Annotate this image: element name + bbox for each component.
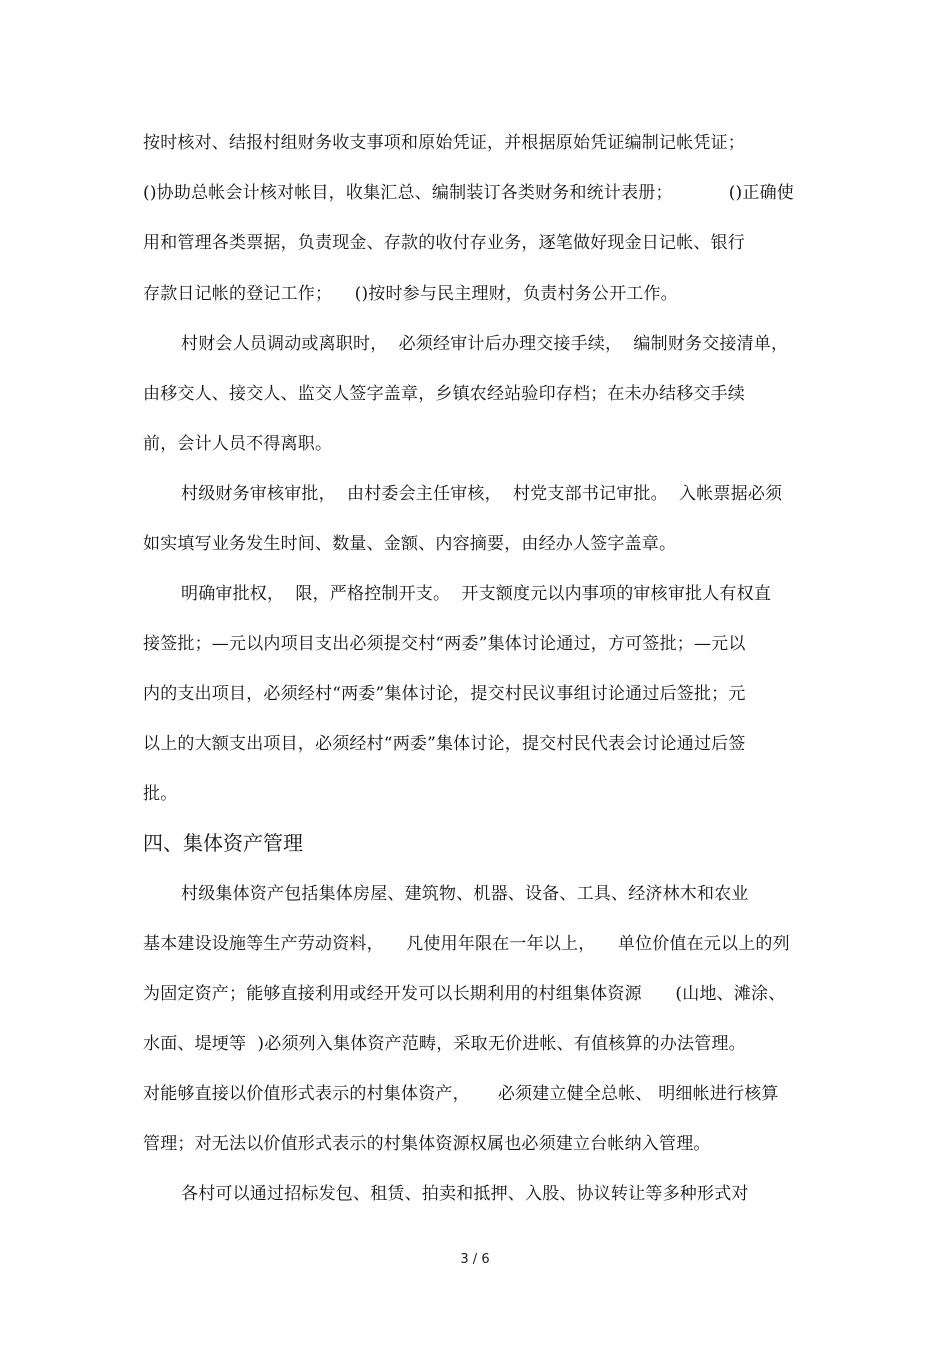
text-line: 存款日记帐的登记工作； ()按时参与民主理财，负责村务公开工作。 — [143, 284, 678, 304]
page-number: 3 / 6 — [460, 1252, 490, 1267]
text-line: 为固定资产；能够直接利用或经开发可以长期利用的村组集体资源 (山地、滩涂、 — [143, 984, 786, 1004]
text-line: 前，会计人员不得离职。 — [143, 434, 333, 454]
text-line: 用和管理各类票据，负责现金、存款的收付存业务，逐笔做好现金日记帐、银行 — [143, 233, 745, 253]
text-line: 按时核对、结报村组财务收支事项和原始凭证，并根据原始凭证编制记帐凭证； — [143, 133, 745, 153]
text-line: 村级财务审核审批， 由村委会主任审核， 村党支部书记审批。 入帐票据必须 — [181, 484, 783, 504]
text-line: 基本建设设施等生产劳动资料， 凡使用年限在一年以上， 单位价值在元以上的列 — [143, 934, 790, 954]
text-line: 明确审批权， 限，严格控制开支。 开支额度元以内事项的审核审批人有权直 — [181, 584, 772, 604]
text-line: 村财会人员调动或离职时， 必须经审计后办理交接手续， 编制财务交接清单， — [181, 334, 789, 354]
text-line: 批。 — [143, 784, 178, 804]
text-line: 各村可以通过招标发包、租赁、拍卖和抵押、入股、协议转让等多种形式对 — [181, 1184, 749, 1204]
text-line: 管理；对无法以价值形式表示的村集体资源权属也必须建立台帐纳入管理。 — [143, 1134, 711, 1154]
section-heading: 四、集体资产管理 — [143, 831, 303, 855]
text-line: ()协助总帐会计核对帐目，收集汇总、编制装订各类财务和统计表册； ()正确使 — [143, 183, 794, 203]
text-line: 由移交人、接交人、监交人签字盖章，乡镇农经站验印存档；在未办结移交手续 — [143, 384, 745, 404]
text-line: 村级集体资产包括集体房屋、建筑物、机器、设备、工具、经济林木和农业 — [181, 884, 749, 904]
text-line: 对能够直接以价值形式表示的村集体资产， 必须建立健全总帐、 明细帐进行核算 — [143, 1084, 779, 1104]
text-line: 内的支出项目，必须经村“两委”集体讨论，提交村民议事组讨论通过后签批；元 — [143, 684, 746, 704]
text-line: 如实填写业务发生时间、数量、金额、内容摘要，由经办人签字盖章。 — [143, 534, 677, 554]
text-line: 接签批；—元以内项目支出必须提交村“两委”集体讨论通过，方可签批；—元以 — [143, 634, 746, 654]
text-line: 以上的大额支出项目，必须经村“两委”集体讨论，提交村民代表会讨论通过后签 — [143, 734, 746, 754]
text-line: 水面、堤埂等 )必须列入集体资产范畴，采取无价进帐、有值核算的办法管理。 — [143, 1034, 746, 1054]
